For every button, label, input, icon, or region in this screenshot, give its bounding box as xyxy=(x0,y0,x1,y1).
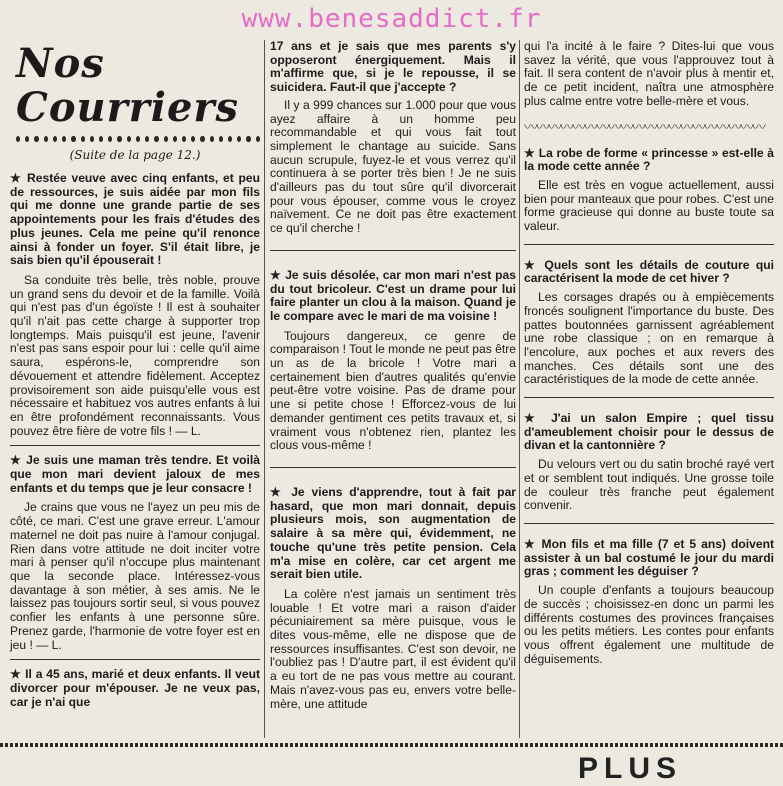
letter-answer: La colère n'est jamais un sentiment très louable ! Et votre mari a raison d'aider pécuniairement sa mère puisque, vous le dites vous-même, elle ne dispose que de ressources insuffisantes. C'est son devoir, ne l'oubliez pas ! D'autre part, il est évident qu'il a eu tort de ne pas vous mettre au courant. Mais n'avez-vous pas eu, envers votre belle-mère, une attitude xyxy=(270,586,516,711)
dotted-footer-rule xyxy=(0,743,783,747)
letter-question: ★ Restée veuve avec cinq enfants, et peu de ressources, je suis aidée par mon fils qui me donne une grande partie de ses appointements pour les frais d'études des plus jeunes. Cela me peine qu'il renonce ainsi à fonder un foyer. S'il était libre, je sais bien qu'il épouserait ! xyxy=(10,171,260,268)
page-title: Nos Courriers xyxy=(16,40,239,131)
star-icon: ★ xyxy=(10,453,27,468)
star-icon: ★ xyxy=(524,411,552,426)
watermark-url: www.benesaddict.fr xyxy=(241,4,542,34)
letter-answer: Les corsages drapés ou à empiècements froncés soulignent l'importance du buste. Des pattes boutonnées garnissent agréablement une robe classique ; on en remarque à l'encolure, aux poches et aux revers des manches. Ces détails sont une des caractéristiques de la mode de cette année. xyxy=(524,290,774,387)
column-divider xyxy=(519,40,520,738)
divider xyxy=(524,523,774,524)
divider xyxy=(10,445,260,446)
star-icon: ★ xyxy=(10,171,28,185)
divider xyxy=(524,397,774,398)
divider xyxy=(524,244,774,245)
letter-answer: Un couple d'enfants a toujours beaucoup de succès ; choisissez-en donc un parmi les différents costumes des provinces françaises ou les petits métiers. Les contes pour enfants vous offrent également une multitude de déguisements. xyxy=(524,583,774,666)
wavy-divider: 〰〰〰〰〰〰〰〰〰〰〰〰〰〰〰〰〰〰〰〰 xyxy=(524,118,764,135)
star-icon: ★ xyxy=(524,536,542,551)
letter-answer: qui l'a incité à le faire ? Dites-lui que vous savez la vérité, que vous l'approuvez tout à fait. Il sera content de n'avoir plus à mentir et, de ce petit incident, naîtra une atmosphère plus calme entre votre belle-mère et vous. xyxy=(524,39,774,108)
letter-question: ★ Je suis une maman très tendre. Et voilà que mon mari devient jaloux de mes enfants et du temps que je leur consacre ! xyxy=(10,453,260,495)
divider xyxy=(10,659,260,660)
letter-question: ★ Mon fils et ma fille (7 et 5 ans) doivent assister à un bal costumé le jour du mardi gras ; comment les déguiser ? xyxy=(524,536,775,579)
star-icon: ★ xyxy=(10,667,26,682)
letter-answer: Sa conduite très belle, très noble, prouve un grand sens du devoir et de la famille. Voilà qui n'est pas d'un égoïste ! Il est à souhaiter qu'il n'ait pas cette charge à supporter trop longtemps. Mais puisqu'il est jeune, l'avenir n'est pas sans espoir pour lui : celle qu'il aime saura, espérons-le, comprendre son dévouement et attendre fidèlement. Acceptez provisoirement son aide puisqu'elle vous est nécessaire et habituez vos autres enfants à lui en être profondément reconnaissants. Vous pouvez être fière de votre fils ! — L. xyxy=(10,272,260,438)
star-icon: ★ xyxy=(270,484,292,499)
column-3 xyxy=(524,40,774,666)
letter-answer: Il y a 999 chances sur 1.000 pour que vous ayez affaire à un homme peu recommandable et qui vous fait tout simplement le chantage au suicide. Sans aucun scrupule, fuyez-le et vous verrez qu'il continuera à se porter très bien ! Je ne suis d'ailleurs pas du tout sûre qu'il divorcerait pour vous épouser, comme vous le croyez naïvement. Ce ne doit pas être exactement ce qu'il cherche ! xyxy=(270,97,516,236)
letter-question: ★ Il a 45 ans, marié et deux enfants. Il veut divorcer pour m'épouser. Je ne veux pas, car je n'ai que xyxy=(10,667,261,709)
letter-question: ★ Je suis désolée, car mon mari n'est pas du tout bricoleur. C'est un drame pour lui faire planter un clou à la maison. Quand je le compare avec le mari de ma voisine ! xyxy=(270,267,516,323)
column-1 xyxy=(10,0,260,709)
star-icon: ★ xyxy=(524,145,539,160)
star-icon: ★ xyxy=(524,257,545,272)
letter-answer: Du velours vert ou du satin broché rayé vert et or semblent tout indiqués. Une grosse toile de couleur très franche peut également convenir. xyxy=(524,457,774,513)
letter-question: ★ Quels sont les détails de couture qui caractérisent la mode de cet hiver ? xyxy=(524,257,775,286)
next-page-heading-fragment: PLUS xyxy=(578,752,683,785)
letter-question: ★ La robe de forme « princesse » est-elle à la mode cette année ? xyxy=(524,145,774,174)
divider xyxy=(270,250,516,251)
letter-question: ★ J'ai un salon Empire ; quel tissu d'ameublement choisir pour le dessus de divan et la cantonnière ? xyxy=(524,411,775,453)
divider xyxy=(270,467,516,468)
continuation-note: (Suite de la page 12.) xyxy=(69,148,201,162)
letter-question: 17 ans et je sais que mes parents s'y opposeront énergiquement. Mais il m'affirme que, si je le repousse, il se suicidera. Faut-il que j'accepte ? xyxy=(270,39,516,95)
column-2 xyxy=(270,40,516,711)
letter-answer: Elle est très en vogue actuellement, aussi bien pour manteaux que pour robes. C'est une forme gracieuse qui donne au buste toute sa valeur. xyxy=(524,177,774,234)
letter-question: ★ Je viens d'apprendre, tout à fait par hasard, que mon mari donnait, depuis plusieurs mois, son augmentation de salaire à sa mère qui, évidemment, ne touche qu'une très petite pension. Cela m'a mise en colère, car cet argent me serait bien utile. xyxy=(270,484,516,582)
letter-answer: Toujours dangereux, ce genre de comparaison ! Tout le monde ne peut pas être un as de la bricole ! Votre mari a certainement bien d'autres qualités qu'envie peut-être votre voisine. Pas de drame pour une si petite chose ! Efforcez-vous de lui demander gentiment ces petits travaux et, si vraiment vous n'obtenez rien, plantez les clous vous-même ! xyxy=(270,328,516,453)
letter-answer: Je crains que vous ne l'ayez un peu mis de côté, ce mari. C'est une grave erreur. L'amour maternel ne doit pas nuire à l'amour conjugal. Rien dans votre attitude ne doit inciter votre mari à penser qu'il n'occupe plus maintenant que la seconde place. Intéressez-vous davantage à son métier, à ses amis. Ne le laissez pas toujours sortir seul, si vous pouvez confier les enfants à une personne sûre. Prenez garde, l'harmonie de votre foyer est en jeu ! — L. xyxy=(10,500,260,652)
column-divider xyxy=(264,40,265,738)
dotted-rule xyxy=(16,136,260,142)
star-icon: ★ xyxy=(270,267,286,282)
